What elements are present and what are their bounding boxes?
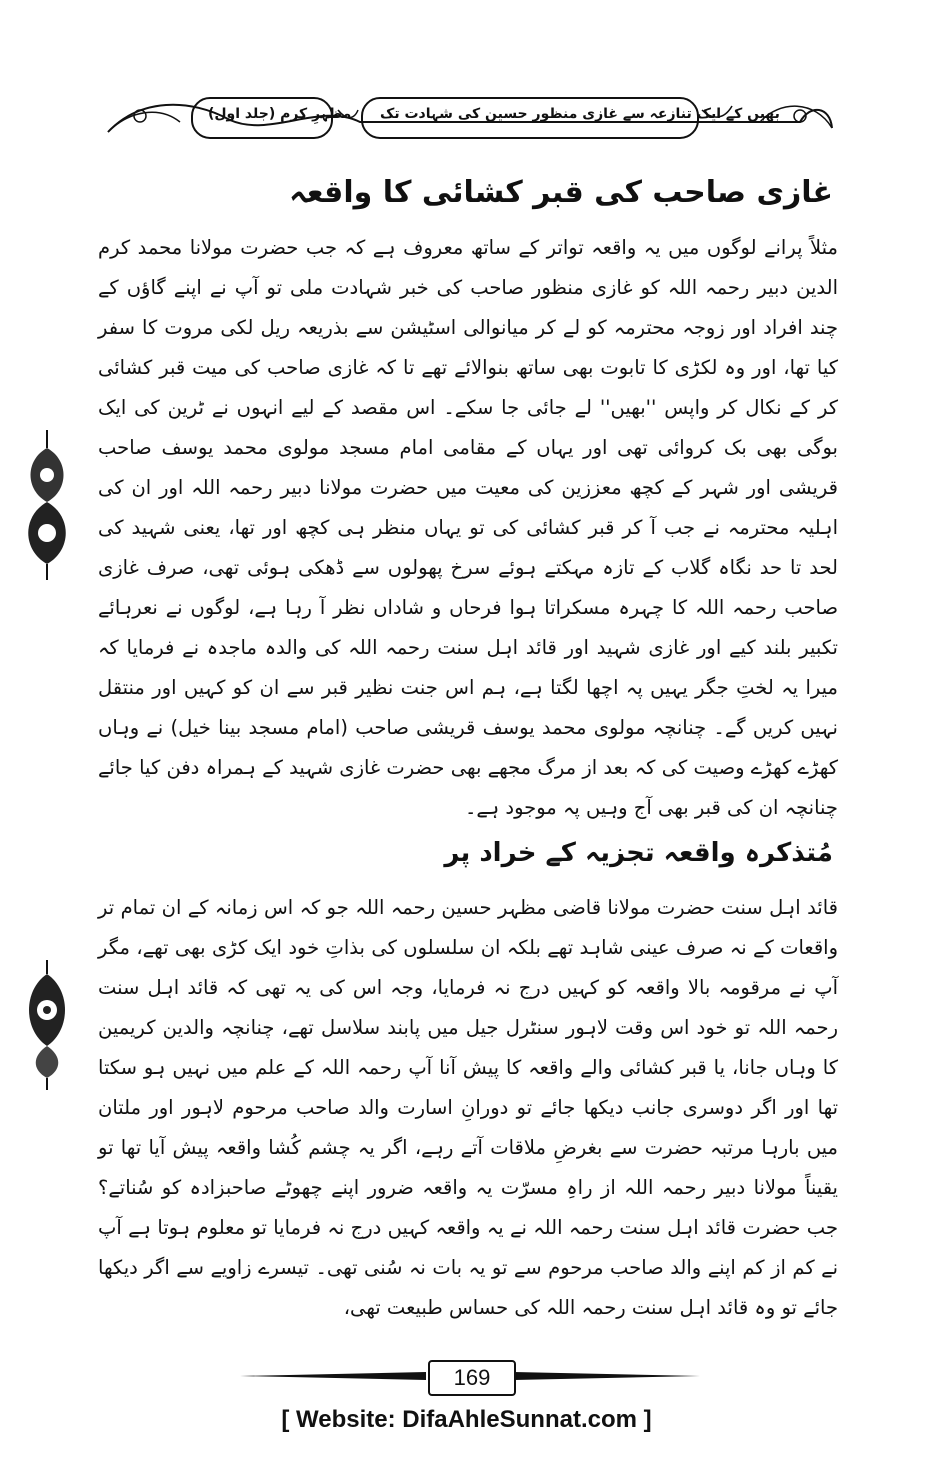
side-ornament-icon: [20, 430, 74, 580]
page-number-ornament: [240, 1356, 700, 1396]
section-heading-analysis: مُتذکرہ واقعہ تجزیہ کے خراد پر: [444, 838, 833, 868]
page-number: 169: [428, 1360, 516, 1396]
chapter-title: بھیں کے ایک تنازعہ سے غازی منظور حسین کی شہادت تک: [380, 106, 780, 122]
book-title: مظہرِ کرم (جلد اول): [208, 106, 352, 122]
side-ornament-icon: [20, 960, 74, 1090]
body-paragraph-2: قائد اہل سنت حضرت مولانا قاضی مظہر حسین رحمہ اللہ جو کہ اس زمانہ کے ان تمام تر واقعات کے نہ صرف عینی شاہد تھے بلکہ ان سلسلوں کی بذاتِ خود ایک کڑی بھی تھے، مگر آپ نے مرقومہ بالا واقعہ کو کہیں درج نہ فرمایا، وجہ اس کی یہ تھی کہ قائد اہل سنت رحمہ اللہ تو خود اس وقت لاہور سنٹرل جیل میں پابند سلاسل تھے، چنانچہ والدین کریمین کا وہاں جانا، یا قبر کشائی والے واقعہ کا پیش آنا آپ رحمہ اللہ کے علم میں نہیں ہو سکتا تھا اور اگر دوسری جانب دیکھا جائے تو دورانِ اسارت والد صاحب مرحوم لاہور اور ملتان میں بارہا مرتبہ حضرت سے بغرضِ ملاقات آتے رہے، اگر یہ چشم کُشا واقعہ پیش آیا تھا تو یقیناً مولانا دبیر رحمہ اللہ از راہِ مسرّت یہ واقعہ ضرور اپنے چھوٹے صاحبزادہ کو سُناتے؟ جب حضرت قائد اہل سنت رحمہ اللہ نے یہ واقعہ کہیں درج نہ فرمایا تو معلوم ہوتا ہے آپ نے کم از کم اپنے والد صاحب مرحوم سے تو یہ بات نہ سُنی تھی۔ تیسرے زاویے سے اگر دیکھا جائے تو وہ قائد اہل سنت رحمہ اللہ کی حساس طبیعت تھی،: [98, 896, 838, 1319]
section-heading-grave-opening: غازی صاحب کی قبر کشائی کا واقعہ: [289, 175, 833, 210]
page-header: [100, 92, 840, 146]
website-credit: [ Website: DifaAhleSunnat.com ]: [281, 1406, 652, 1433]
body-paragraph-1: مثلاً پرانے لوگوں میں یہ واقعہ تواتر کے ساتھ معروف ہے کہ جب حضرت مولانا محمد کرم الدین دبیر رحمہ اللہ کو غازی منظور صاحب کی خبر شہادت ملی تو آپ نے اپنے گاؤں کے چند افراد اور زوجہ محترمہ کو لے کر میانوالی اسٹیشن سے بذریعہ ریل لکی مروت کا سفر کیا تھا، اور وہ لکڑی کا تابوت بھی ساتھ بنوالائے تھے تا کہ غازی صاحب کی میت قبر کشائی کر کے نکال کر واپس ''بھیں'' لے جائی جا سکے۔ اس مقصد کے لیے انہوں نے ٹرین کی ایک بوگی بھی بک کروائی تھی اور یہاں کے مقامی امام مسجد مولوی محمد یوسف صاحب قریشی اور شہر کے کچھ معززین کی معیت میں حضرت مولانا دبیر رحمہ اللہ اور ان کی اہلیہ محترمہ نے جب آ کر قبر کشائی کی تو یہاں منظر ہی کچھ اور تھا، یعنی شہید کی لحد تا حد نگاہ گلاب کے تازہ مہکتے ہوئے سرخ پھولوں سے ڈھکی ہوئی تھی، صرف غازی صاحب رحمہ اللہ کا چہرہ مسکراتا ہوا فرحاں و شاداں نظر آ رہا ہے، لوگوں نے نعرہائے تکبیر بلند کیے اور غازی شہید اور قائد اہل سنت رحمہ اللہ کی والدہ ماجدہ نے فرمایا کہ میرا یہ لختِ جگر یہیں پہ اچھا لگتا ہے، ہم اس جنت نظیر قبر سے ان کو کہیں اور منتقل نہیں کریں گے۔ چنانچہ مولوی محمد یوسف قریشی صاحب (امام مسجد بینا خیل) نے وہاں کھڑے کھڑے وصیت کی کہ بعد از مرگ مجھے بھی حضرت غازی شہید کے ہمراہ دفن کیا جائے چنانچہ ان کی قبر بھی آج وہیں پہ موجود ہے۔: [98, 236, 838, 819]
